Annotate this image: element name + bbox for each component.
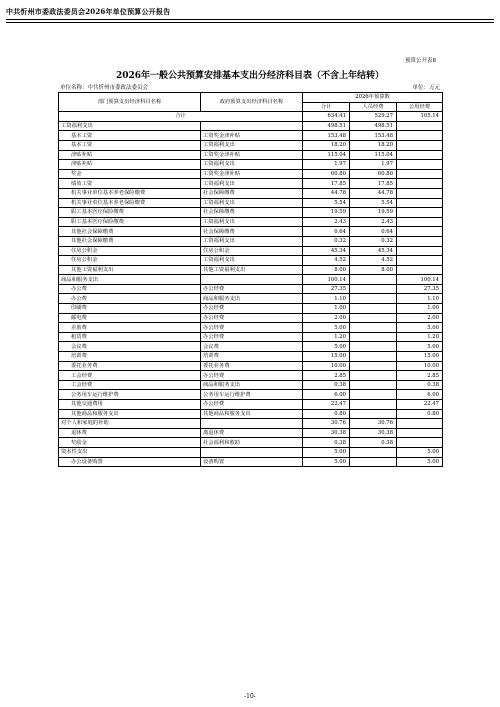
cell-public: 5.00 — [397, 457, 443, 467]
cell-public — [397, 179, 443, 189]
cell-total: 5.00 — [303, 457, 350, 467]
cell-dept-subject: 职工基本医疗保险缴费 — [59, 208, 201, 218]
table-row — [59, 121, 443, 131]
cell-dept-subject: 职工基本医疗保险缴费 — [59, 217, 201, 227]
cell-personnel — [350, 332, 397, 342]
cell-personnel — [350, 323, 397, 333]
cell-dept-subject: 住房公积金 — [59, 256, 201, 266]
cell-total: 60.80 — [303, 169, 350, 179]
cell-gov-subject: 工资福利支出 — [201, 256, 303, 266]
cell-total: 5.00 — [303, 447, 350, 457]
cell-gov-subject: 其他工资福利支出 — [201, 265, 303, 275]
cell-public — [397, 265, 443, 275]
cell-dept-subject: 工资福利支出 — [59, 121, 201, 131]
table-row — [59, 400, 443, 410]
cell-public: 2.85 — [397, 371, 443, 381]
table-row — [59, 304, 443, 314]
summary-total: 634.41 — [303, 112, 350, 122]
cell-public — [397, 438, 443, 448]
report-header-title: 中共忻州市委政法委员会2026年单位预算公开报告 — [6, 7, 171, 16]
cell-dept-subject: 培训费 — [59, 352, 201, 362]
cell-dept-subject: 工会经费 — [59, 380, 201, 390]
cell-personnel: 0.38 — [350, 438, 397, 448]
summary-personnel: 529.27 — [350, 112, 397, 122]
cell-public: 0.38 — [397, 380, 443, 390]
cell-dept-subject: 机关事业单位基本养老保险缴费 — [59, 198, 201, 208]
cell-public — [397, 150, 443, 160]
cell-personnel: 115.04 — [350, 150, 397, 160]
cell-total: 100.14 — [303, 275, 350, 285]
cell-dept-subject: 其他商品和服务支出 — [59, 409, 201, 419]
cell-gov-subject: 商品和服务支出 — [201, 294, 303, 304]
cell-personnel — [350, 409, 397, 419]
table-row — [59, 342, 443, 352]
cell-dept-subject: 办公设备购置 — [59, 457, 201, 467]
cell-dept-subject: 工会经费 — [59, 371, 201, 381]
cell-dept-subject: 津贴补贴 — [59, 160, 201, 170]
cell-gov-subject: 工资福利支出 — [201, 217, 303, 227]
cell-total: 5.00 — [303, 323, 350, 333]
cell-public — [397, 419, 443, 429]
cell-total: 5.00 — [303, 342, 350, 352]
table-row — [59, 227, 443, 237]
cell-personnel: 0.32 — [350, 236, 397, 246]
cell-gov-subject: 工资福利支出 — [201, 140, 303, 150]
cell-gov-subject: 办公经费 — [201, 332, 303, 342]
cell-dept-subject: 办公费 — [59, 284, 201, 294]
table-row — [59, 352, 443, 362]
col-personnel: 人员经费 — [350, 102, 397, 112]
table-header-row — [59, 93, 443, 103]
cell-personnel — [350, 294, 397, 304]
table-row — [59, 428, 443, 438]
cell-dept-subject: 其他交通费用 — [59, 400, 201, 410]
cell-total: 2.00 — [303, 313, 350, 323]
cell-public: 1.10 — [397, 294, 443, 304]
table-row — [59, 332, 443, 342]
cell-dept-subject: 奖励金 — [59, 438, 201, 448]
summary-row — [59, 112, 443, 122]
cell-personnel: 60.80 — [350, 169, 397, 179]
table-row — [59, 419, 443, 429]
cell-personnel — [350, 342, 397, 352]
cell-total: 22.47 — [303, 400, 350, 410]
table-row — [59, 179, 443, 189]
cell-personnel: 0.64 — [350, 227, 397, 237]
cell-total: 4.52 — [303, 256, 350, 266]
cell-total: 27.35 — [303, 284, 350, 294]
table-row — [59, 275, 443, 285]
cell-gov-subject: 工资福利支出 — [201, 198, 303, 208]
cell-gov-subject: 其他商品和服务支出 — [201, 409, 303, 419]
table-row — [59, 208, 443, 218]
cell-total: 1.20 — [303, 332, 350, 342]
cell-total: 17.85 — [303, 179, 350, 189]
cell-total: 15.00 — [303, 352, 350, 362]
cell-personnel: 153.48 — [350, 131, 397, 141]
cell-public — [397, 131, 443, 141]
cell-gov-subject: 设备购置 — [201, 457, 303, 467]
col-public: 公用经费 — [397, 102, 443, 112]
table-row — [59, 323, 443, 333]
org-name-label: 单位名称：中共忻州市委政法委员会 — [60, 85, 149, 91]
cell-personnel: 19.59 — [350, 208, 397, 218]
cell-gov-subject: 办公经费 — [201, 323, 303, 333]
cell-dept-subject: 商品和服务支出 — [59, 275, 201, 285]
cell-total: 1.97 — [303, 160, 350, 170]
table-row — [59, 198, 443, 208]
cell-public: 1.00 — [397, 304, 443, 314]
cell-gov-subject: 工资福利支出 — [201, 179, 303, 189]
cell-personnel: 8.00 — [350, 265, 397, 275]
cell-personnel: 1.97 — [350, 160, 397, 170]
cell-total: 0.38 — [303, 380, 350, 390]
cell-public — [397, 121, 443, 131]
cell-public: 27.35 — [397, 284, 443, 294]
cell-personnel — [350, 304, 397, 314]
cell-gov-subject: 办公经费 — [201, 304, 303, 314]
cell-public: 5.00 — [397, 323, 443, 333]
cell-personnel: 17.85 — [350, 179, 397, 189]
cell-gov-subject: 办公经费 — [201, 371, 303, 381]
cell-public — [397, 227, 443, 237]
cell-total: 1.10 — [303, 294, 350, 304]
cell-personnel: 18.20 — [350, 140, 397, 150]
table-row — [59, 236, 443, 246]
table-row — [59, 447, 443, 457]
cell-gov-subject: 工资奖金津补贴 — [201, 131, 303, 141]
cell-total: 1.00 — [303, 304, 350, 314]
cell-public — [397, 256, 443, 266]
table-row — [59, 409, 443, 419]
cell-gov-subject — [201, 121, 303, 131]
cell-total: 153.48 — [303, 131, 350, 141]
cell-dept-subject: 绩效工资 — [59, 179, 201, 189]
table-row — [59, 438, 443, 448]
cell-gov-subject: 工资福利支出 — [201, 236, 303, 246]
cell-dept-subject: 住房公积金 — [59, 246, 201, 256]
cell-public — [397, 428, 443, 438]
table-row — [59, 256, 443, 266]
col-gov-subject: 政府预算支出经济科目名称 — [201, 93, 303, 112]
table-row — [59, 284, 443, 294]
cell-personnel: 4.52 — [350, 256, 397, 266]
cell-total: 45.34 — [303, 246, 350, 256]
table-tag: 预算公开表8 — [405, 58, 436, 64]
cell-personnel — [350, 390, 397, 400]
cell-personnel: 5.54 — [350, 198, 397, 208]
cell-gov-subject: 工资福利支出 — [201, 160, 303, 170]
table-row — [59, 217, 443, 227]
cell-public: 5.00 — [397, 447, 443, 457]
col-dept-subject: 部门预算支出经济科目名称 — [59, 93, 201, 112]
cell-gov-subject: 社会福利和救助 — [201, 438, 303, 448]
cell-personnel: 30.38 — [350, 428, 397, 438]
table-row — [59, 150, 443, 160]
table-row — [59, 131, 443, 141]
cell-gov-subject: 公务用车运行维护费 — [201, 390, 303, 400]
cell-public — [397, 169, 443, 179]
table-row — [59, 380, 443, 390]
table-row — [59, 140, 443, 150]
cell-gov-subject: 工资奖金津补贴 — [201, 150, 303, 160]
cell-personnel — [350, 275, 397, 285]
cell-public: 1.20 — [397, 332, 443, 342]
cell-total: 19.59 — [303, 208, 350, 218]
cell-personnel — [350, 380, 397, 390]
budget-table — [58, 92, 443, 467]
cell-total: 0.32 — [303, 236, 350, 246]
cell-personnel: 498.51 — [350, 121, 397, 131]
cell-dept-subject: 公务用车运行维护费 — [59, 390, 201, 400]
cell-gov-subject: 办公经费 — [201, 313, 303, 323]
cell-gov-subject: 工资奖金津补贴 — [201, 169, 303, 179]
cell-gov-subject: 会议费 — [201, 342, 303, 352]
table-row — [59, 169, 443, 179]
col-budget-group: 2026年预算数 — [303, 93, 443, 103]
cell-dept-subject: 对个人和家庭的补助 — [59, 419, 201, 429]
cell-dept-subject: 基本工资 — [59, 131, 201, 141]
cell-dept-subject: 基本工资 — [59, 140, 201, 150]
cell-public — [397, 217, 443, 227]
cell-personnel — [350, 371, 397, 381]
cell-public: 100.14 — [397, 275, 443, 285]
cell-dept-subject: 邮电费 — [59, 313, 201, 323]
cell-dept-subject: 差旅费 — [59, 323, 201, 333]
cell-public — [397, 208, 443, 218]
cell-personnel — [350, 313, 397, 323]
table-row — [59, 188, 443, 198]
table-row — [59, 294, 443, 304]
cell-gov-subject: 商品和服务支出 — [201, 380, 303, 390]
cell-public: 10.00 — [397, 361, 443, 371]
cell-personnel: 2.43 — [350, 217, 397, 227]
table-row — [59, 160, 443, 170]
cell-public — [397, 160, 443, 170]
cell-total: 10.00 — [303, 361, 350, 371]
cell-dept-subject: 资本性支出 — [59, 447, 201, 457]
cell-total: 0.80 — [303, 409, 350, 419]
header-rule-thin — [6, 22, 494, 23]
cell-dept-subject: 其他社会保障缴费 — [59, 227, 201, 237]
document-title: 2026年一般公共预算安排基本支出分经济科目表（不含上年结转） — [115, 71, 385, 81]
cell-dept-subject: 会议费 — [59, 342, 201, 352]
cell-public: 2.00 — [397, 313, 443, 323]
cell-dept-subject: 津贴补贴 — [59, 150, 201, 160]
summary-public: 105.14 — [397, 112, 443, 122]
cell-personnel — [350, 352, 397, 362]
header-rule — [6, 19, 494, 20]
cell-public — [397, 188, 443, 198]
cell-total: 6.00 — [303, 390, 350, 400]
cell-gov-subject: 办公经费 — [201, 400, 303, 410]
col-total: 合计 — [303, 102, 350, 112]
cell-personnel — [350, 457, 397, 467]
cell-public — [397, 140, 443, 150]
table-row — [59, 371, 443, 381]
cell-personnel: 30.76 — [350, 419, 397, 429]
cell-gov-subject — [201, 275, 303, 285]
cell-gov-subject: 住房公积金 — [201, 246, 303, 256]
cell-gov-subject: 委托业务费 — [201, 361, 303, 371]
summary-label: 合计 — [59, 112, 303, 122]
cell-total: 115.04 — [303, 150, 350, 160]
cell-total: 0.38 — [303, 438, 350, 448]
table-row — [59, 457, 443, 467]
cell-dept-subject: 奖金 — [59, 169, 201, 179]
cell-total: 8.00 — [303, 265, 350, 275]
cell-gov-subject: 社会保障缴费 — [201, 188, 303, 198]
cell-personnel — [350, 284, 397, 294]
cell-gov-subject: 办公经费 — [201, 284, 303, 294]
cell-dept-subject: 委托业务费 — [59, 361, 201, 371]
cell-total: 18.20 — [303, 140, 350, 150]
cell-public: 22.47 — [397, 400, 443, 410]
cell-public — [397, 198, 443, 208]
cell-public: 6.00 — [397, 390, 443, 400]
table-row — [59, 265, 443, 275]
cell-dept-subject: 办公费 — [59, 294, 201, 304]
cell-dept-subject: 其他工资福利支出 — [59, 265, 201, 275]
cell-dept-subject: 机关事业单位基本养老保险缴费 — [59, 188, 201, 198]
cell-gov-subject — [201, 419, 303, 429]
cell-personnel: 45.34 — [350, 246, 397, 256]
cell-public: 15.00 — [397, 352, 443, 362]
cell-personnel — [350, 447, 397, 457]
table-row — [59, 361, 443, 371]
cell-gov-subject — [201, 447, 303, 457]
table-row — [59, 313, 443, 323]
cell-dept-subject: 租赁费 — [59, 332, 201, 342]
cell-gov-subject: 社会保障缴费 — [201, 227, 303, 237]
cell-gov-subject: 离退休费 — [201, 428, 303, 438]
cell-total: 2.43 — [303, 217, 350, 227]
cell-dept-subject: 其他社会保障缴费 — [59, 236, 201, 246]
cell-total: 30.76 — [303, 419, 350, 429]
cell-total: 498.51 — [303, 121, 350, 131]
cell-public — [397, 236, 443, 246]
cell-personnel: 44.78 — [350, 188, 397, 198]
cell-total: 30.38 — [303, 428, 350, 438]
cell-dept-subject: 退休费 — [59, 428, 201, 438]
cell-gov-subject: 社会保障缴费 — [201, 208, 303, 218]
cell-personnel — [350, 361, 397, 371]
table-row — [59, 390, 443, 400]
cell-total: 5.54 — [303, 198, 350, 208]
cell-gov-subject: 培训费 — [201, 352, 303, 362]
cell-public — [397, 246, 443, 256]
page-number: -10- — [244, 693, 256, 700]
cell-personnel — [350, 400, 397, 410]
unit-label: 单位：万元 — [412, 85, 440, 91]
cell-dept-subject: 印刷费 — [59, 304, 201, 314]
cell-total: 2.85 — [303, 371, 350, 381]
cell-public: 0.80 — [397, 409, 443, 419]
cell-public: 5.00 — [397, 342, 443, 352]
cell-total: 44.78 — [303, 188, 350, 198]
cell-total: 0.64 — [303, 227, 350, 237]
table-row — [59, 246, 443, 256]
